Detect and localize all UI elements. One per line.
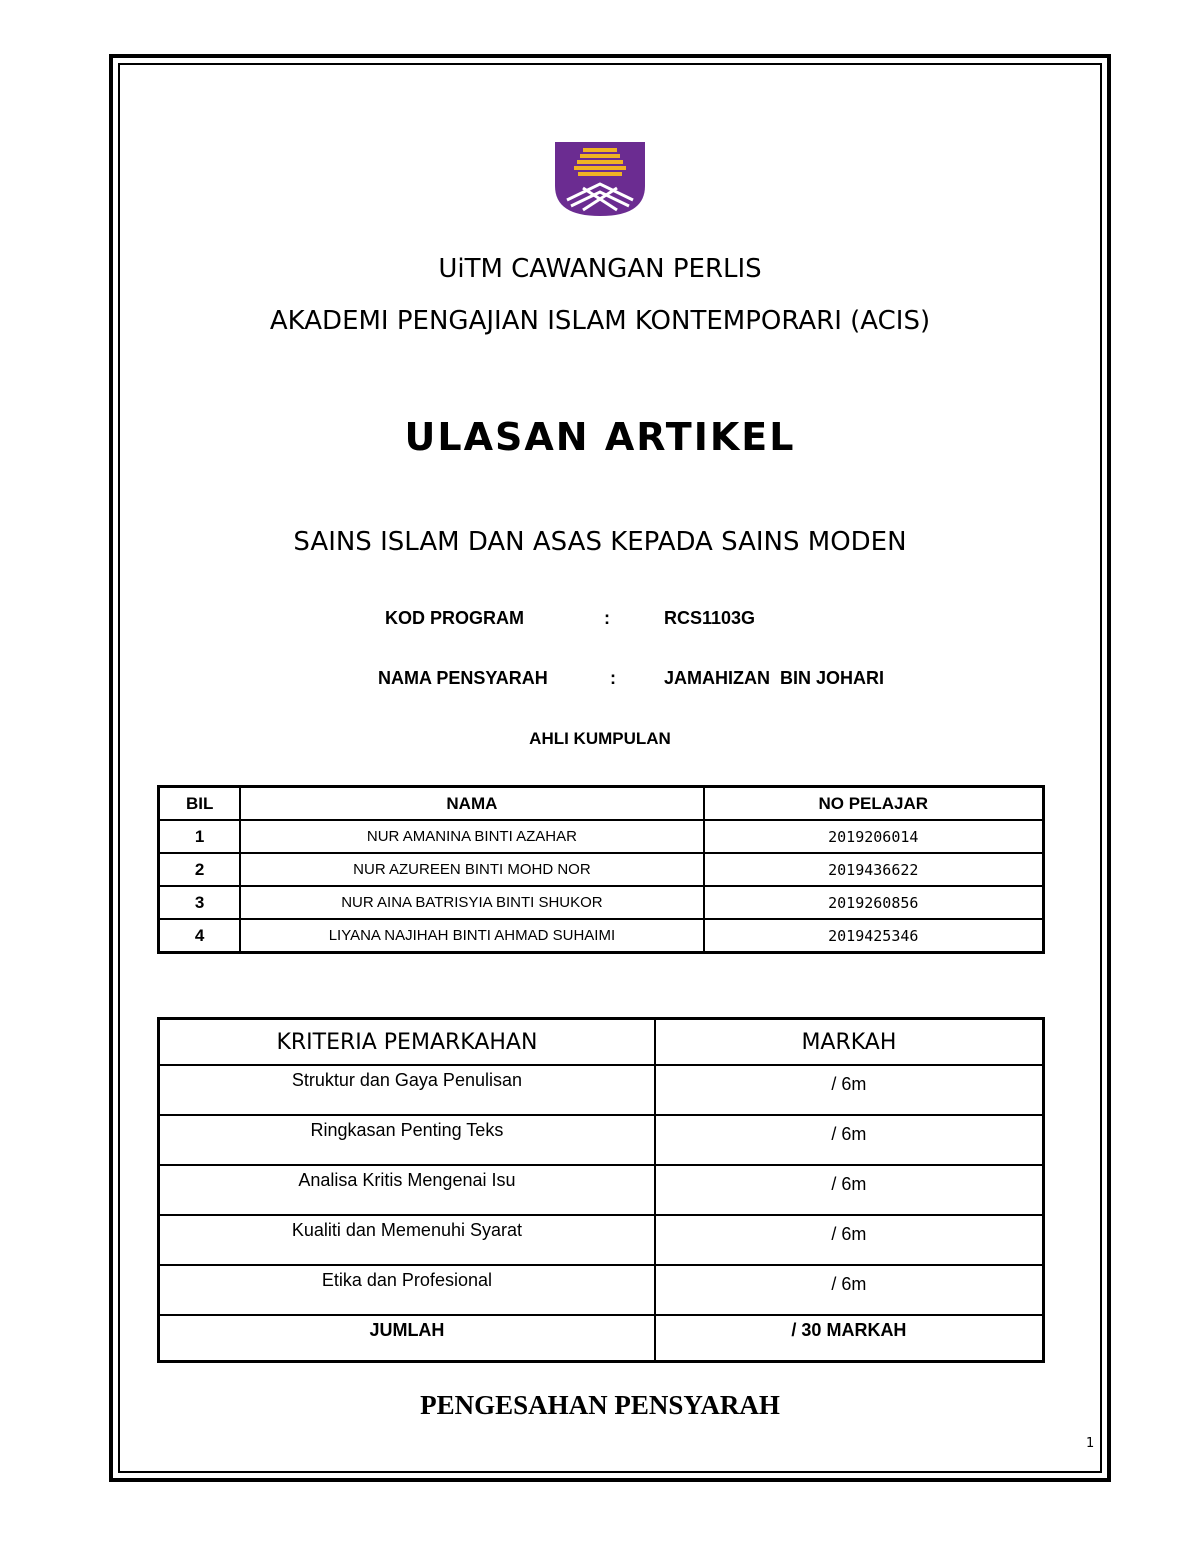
criteria-mark: / 6m [655, 1265, 1044, 1315]
header-bil: BIL [159, 787, 241, 821]
table-row [159, 1065, 1044, 1115]
institution-name: UiTM CAWANGAN PERLIS [438, 254, 762, 284]
header-kriteria: KRITERIA PEMARKAHAN [159, 1019, 655, 1066]
member-no-pelajar: 2019436622 [704, 853, 1044, 886]
members-table [157, 785, 1045, 954]
member-bil: 3 [159, 886, 241, 919]
criteria-mark: / 6m [655, 1215, 1044, 1265]
criteria-label: Ringkasan Penting Teks [159, 1115, 655, 1165]
page-number: 1 [1086, 1436, 1095, 1451]
table-row [159, 919, 1044, 953]
criteria-label: Analisa Kritis Mengenai Isu [159, 1165, 655, 1215]
member-bil: 4 [159, 919, 241, 953]
kod-program-label: KOD PROGRAM [385, 608, 524, 628]
marking-table [157, 1017, 1045, 1363]
document-title: ULASAN ARTIKEL [404, 415, 796, 459]
member-no-pelajar: 2019206014 [704, 820, 1044, 853]
member-bil: 1 [159, 820, 241, 853]
table-row [159, 820, 1044, 853]
member-nama: NUR AINA BATRISYIA BINTI SHUKOR [240, 886, 703, 919]
pensyarah-value: JAMAHIZAN BIN JOHARI [664, 668, 885, 688]
member-no-pelajar: 2019260856 [704, 886, 1044, 919]
criteria-label: Struktur dan Gaya Penulisan [159, 1065, 655, 1115]
members-header-row [159, 787, 1044, 821]
table-row [159, 886, 1044, 919]
marks-header-row [159, 1019, 1044, 1066]
pensyarah-separator: : [610, 668, 616, 688]
criteria-label: Kualiti dan Memenuhi Syarat [159, 1215, 655, 1265]
criteria-label: Etika dan Profesional [159, 1265, 655, 1315]
total-row [159, 1315, 1044, 1362]
table-row [159, 1215, 1044, 1265]
table-row [159, 1265, 1044, 1315]
header-nama: NAMA [240, 787, 703, 821]
ahli-kumpulan-heading: AHLI KUMPULAN [529, 729, 671, 748]
member-nama: NUR AZUREEN BINTI MOHD NOR [240, 853, 703, 886]
total-label: JUMLAH [159, 1315, 655, 1362]
pengesahan-heading: PENGESAHAN PENSYARAH [420, 1390, 780, 1420]
uitm-logo [553, 140, 647, 218]
article-subtitle: SAINS ISLAM DAN ASAS KEPADA SAINS MODEN [293, 527, 907, 557]
criteria-mark: / 6m [655, 1165, 1044, 1215]
criteria-mark: / 6m [655, 1115, 1044, 1165]
kod-program-separator: : [604, 608, 610, 628]
table-row [159, 1165, 1044, 1215]
academy-name: AKADEMI PENGAJIAN ISLAM KONTEMPORARI (ACIS) [269, 306, 931, 336]
member-nama: LIYANA NAJIHAH BINTI AHMAD SUHAIMI [240, 919, 703, 953]
kod-program-value: RCS1103G [664, 608, 756, 628]
member-bil: 2 [159, 853, 241, 886]
header-markah: MARKAH [655, 1019, 1044, 1066]
pensyarah-label: NAMA PENSYARAH [378, 668, 548, 688]
table-row [159, 1115, 1044, 1165]
member-nama: NUR AMANINA BINTI AZAHAR [240, 820, 703, 853]
table-row [159, 853, 1044, 886]
total-value: / 30 MARKAH [655, 1315, 1044, 1362]
header-no-pelajar: NO PELAJAR [704, 787, 1044, 821]
criteria-mark: / 6m [655, 1065, 1044, 1115]
member-no-pelajar: 2019425346 [704, 919, 1044, 953]
